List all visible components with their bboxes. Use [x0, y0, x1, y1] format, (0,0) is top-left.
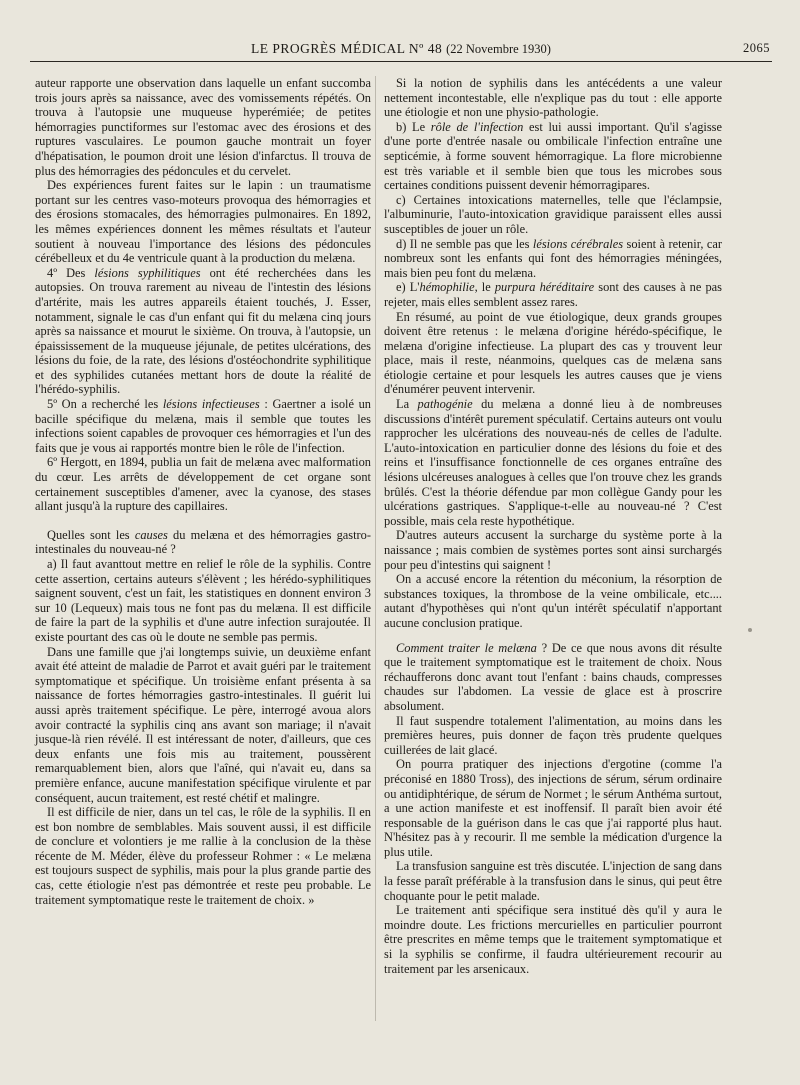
paragraph: On a accusé encore la rétention du méconium, la résorption de substances toxiques, la thrombose de la veine ombilicale, etc.... autant d'hypothèses qui n'ont qu'un intérêt spéculatif n'apportant aucune conclusion pratique. [384, 572, 722, 630]
journal-name: LE PROGRÈS MÉDICAL Nº 48 [251, 41, 443, 56]
paragraph: On pourra pratiquer des injections d'ergotine (comme l'a préconisé en 1880 Tross), des injections de sérum, sérum ordinaire ou antidiphtérique, de sérum de Normet ; le sérum Anthéma surtout, a une action manifeste et est inoffensif. Il paraît bien avoir été responsable de la guérison dans le cas que j'ai rapporté plus haut. N'hésitez pas à y recourir. Il me semble la médication d'urgence la plus utile. [384, 757, 722, 859]
paragraph: 6º Hergott, en 1894, publia un fait de melæna avec malformation du cœur. Les arrêts de développement de cet organe sont certainement susceptibles d'amener, avec la cyanose, des stases allant jusqu'à la rupture des capillaires. [35, 455, 371, 514]
section-question: Quelles sont les causes du melæna et des hémorragies gastro-intestinales du nouveau-né ? [35, 527, 372, 557]
paragraph: Le traitement anti spécifique sera institué dès qu'il y aura le moindre doute. Les frictions mercurielles en particulier pourront être prescrites en même temps que le traitement symptomatique et si la syphilis se confirme, il faudra ultérieurement recourir au traitement par les arsenicaux. [384, 903, 722, 976]
paragraph: 5º On a recherché les lésions infectieuses : Gaertner a isolé un bacille spécifique du melæna, mais il semble que toutes les infections soient capables de provoquer ces hémorragies et l'un des faits que je vous ai rapportés montre bien le rôle de l'infection. [35, 397, 372, 455]
paragraph: Des expériences furent faites sur le lapin : un traumatisme portant sur les centres vaso-moteurs provoqua des hémorragies et des érosions stomacales, des hémorragies pulmonaires. En 1892, les mêmes expériences donnent les mêmes résultats et l'auteur soutient à nouveau l'importance des lésions des pédoncules cérébelleux et du 4e ventricule quant à la production du melæna. [35, 178, 371, 266]
paragraph: Si la notion de syphilis dans les antécédents a une valeur nettement incontestable, elle n'explique pas du tout : elle apporte une étiologie et non une physio-pathologie. [384, 76, 722, 120]
paragraph: b) Le rôle de l'infection est lui aussi important. Qu'il s'agisse d'une porte d'entrée nasale ou ombilicale l'infection entraîne une septicémie, à forme souvent hémorragique. La flore microbienne est très variable et il semble bien que tous les microbes sous certaines conditions puissent devenir hémorragipares. [384, 119, 722, 193]
paragraph: a) Il faut avanttout mettre en relief le rôle de la syphilis. Contre cette assertion, certains auteurs s'élèvent ; les hérédo-syphilitiques saignent souvent, c'est un fait, les statistiques en donnent environ 3 sur 10 (Lequeux) mais tous ne font pas du melæna. Il est difficile de faire la part de la syphilis et d'une autre infection surajoutée. Il existe pourtant des cas où le doute ne semble pas permis. [35, 557, 371, 644]
paragraph: auteur rapporte une observation dans laquelle un enfant succomba trois jours après sa naissance, avec des vomissements répétés. On trouva à l'autopsie une muqueuse hyperémiée; de petites hémorragies punctiformes sur l'estomac avec des érosions et des ruptures vasculaires. Le poumon gauche montrait un foyer d'hépatisation, le poumon droit une lésion d'infarctus. Il trouva de plus des hémorragies des pédoncules et du cervelet. [35, 76, 371, 178]
paragraph: Il est difficile de nier, dans un tel cas, le rôle de la syphilis. Il en est bon nombre de semblables. Mais souvent aussi, il est difficile de conclure et volontiers je me rallie à la conclusion de la thèse récente de M. Méder, élève du professeur Rohmer : « Le melæna est toujours suspect de syphilis, mais pour la plus grande partie des cas, cette étiologie n'est pas démontrée et reste peu probable. Le traitement symptomatique reste le traitement de choix. » [35, 805, 371, 907]
issue-date: (22 Novembre 1930) [446, 42, 551, 56]
paragraph: En résumé, au point de vue étiologique, deux grands groupes doivent être retenus : le melæna d'origine hérédo-spécifique, le melæna d'origine infectieuse. La plupart des cas y trouvent leur place, mais il reste, néanmoins, quelques cas de melæna sans étiologie certaine et pour lesquels les autres causes que je viens d'énumérer peuvent intervenir. [384, 309, 722, 397]
running-header [30, 41, 772, 62]
page-number: 2065 [743, 41, 770, 55]
paragraph: La pathogénie du melæna a donné lieu à de nombreuses discussions d'intérêt purement spéculatif. Certains auteurs ont voulu rapprocher les ulcérations des nouveau-nés de celles de l'adulte. L'auto-intoxication en particulier donne des lésions du foie et des reins et l'insuffisance fonctionnelle de ces organes entraîne des lésions ulcéreuses analogues à celles que l'on trouve chez les grands brûlés. C'est la théorie défendue par mon collègue Gandy pour les ulcérations gastriques. S'applique-t-elle au nouveau-né ? C'est possible, mais cela reste hypothétique. [384, 397, 722, 528]
paragraph: 4º Des lésions syphilitiques ont été recherchées dans les autopsies. On trouva rarement au niveau de l'intestin des lésions d'artérite, mais les autres appareils étaient touchés, J. Esser, notamment, signale le cas d'un enfant qui fit du melæna cinq jours après sa naissance et mourut le sixième. On trouva, à l'autopsie, un épaississement de la muqueuse jéjunale, de petites ulcérations, des lésions du foie, de la rate, des lésions d'ostéochondrite syphilitique et des syphilides cutanées mettant hors de doute la réalité de l'hérédo-syphilis. [35, 265, 371, 397]
left-column [35, 76, 371, 907]
paragraph: Dans une famille que j'ai longtemps suivie, un deuxième enfant avait été atteint de maladie de Parrot et avait guéri par le traitement symptomatique et spécifique. Un troisième enfant présenta à sa naissance de fortes hémorragies gastro-intestinales. Il guérit lui aussi après traitement spécifique. Le père, interrogé avoua alors avoir contracté la syphilis cinq ans avant son mariage; il n'avait jusque-là rien révélé. Il est intéressant de noter, d'ailleurs, que ces deux enfants une fois mis au traitement, poussèrent remarquablement bien, alors que l'aîné, qui n'avait eu, dans sa première enfance, aucune manifestation spécifique virulente et par conséquent, aucun traitement, est resté chétif et malingre. [35, 644, 371, 805]
paragraph: d) Il ne semble pas que les lésions cérébrales soient à retenir, car nombreux sont les enfants qui font des hémorragies méningées, mais bien peu font du melæna. [384, 236, 722, 280]
paragraph: Il faut suspendre totalement l'alimentation, au moins dans les premières heures, puis donner de façon très prudente quelques cuillerées de lait glacé. [384, 713, 722, 757]
paragraph: c) Certaines intoxications maternelles, telle que l'éclampsie, l'albuminurie, l'auto-intoxication gravidique paraissent elles aussi susceptibles de jouer un rôle. [384, 192, 722, 236]
paper-speck [748, 628, 752, 632]
right-column [384, 76, 722, 976]
section-question: Comment traiter le melæna ? De ce que nous avons dit résulte que le traitement symptomatique est le traitement de choix. Nous réchaufferons donc avant tout l'enfant : bains chauds, compresses chaudes sur l'abdomen. La vessie de glace est à proscrire absolument. [384, 640, 722, 713]
column-divider [375, 76, 376, 1021]
paragraph: D'autres auteurs accusent la surcharge du système porte à la naissance ; mais combien de systèmes portes sont ainsi surchargés pour peu d'intestins qui saignent ! [384, 528, 722, 572]
paragraph: La transfusion sanguine est très discutée. L'injection de sang dans la fesse paraît préférable à la transfusion dans le sinus, qui peut être choquante pour le petit malade. [384, 859, 722, 903]
paragraph: e) L'hémophilie, le purpura héréditaire sont des causes à ne pas rejeter, mais elles semblent assez rares. [384, 280, 722, 309]
journal-title [30, 41, 772, 57]
